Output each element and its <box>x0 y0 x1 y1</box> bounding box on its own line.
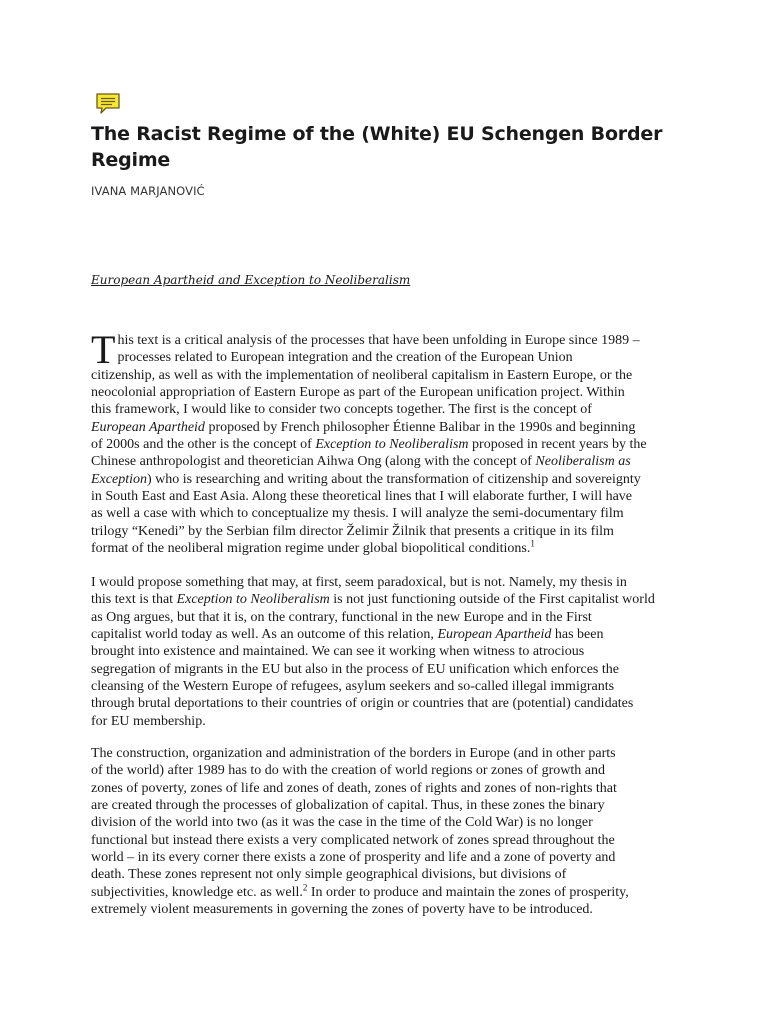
text-line <box>91 419 679 436</box>
text-line: division of the world into two (as it was the case in the time of the Cold War) is no longer <box>91 815 593 831</box>
text-span: capitalist world today as well. As an outcome of this relation, <box>91 627 438 643</box>
text-span: this text is that <box>91 592 177 608</box>
text-span: has been <box>551 627 604 643</box>
paragraph-2 <box>91 574 679 730</box>
text-line: functional but instead there exists a very complicated network of zones spread throughout the <box>91 832 615 848</box>
text-line <box>91 591 679 608</box>
footnote-ref-2[interactable]: 2 <box>302 882 308 893</box>
text-line: his text is a critical analysis of the processes that have been unfolding in Europe since 1989 – <box>117 333 640 348</box>
comment-icon[interactable] <box>95 92 121 116</box>
text-line: neocolonial appropriation of Eastern Europe as part of the European unification project. Within <box>91 385 625 401</box>
text-line <box>91 471 679 488</box>
text-line: as well a case with which to conceptualize my thesis. I will analyze the semi-documentary film <box>91 506 624 522</box>
italic-term: European Apartheid <box>437 627 552 643</box>
text-line <box>91 453 679 470</box>
text-line <box>91 626 679 643</box>
text-span: is not just functioning outside of the First capitalist world <box>329 592 655 608</box>
text-line: brought into existence and maintained. We can see it working when witness to atrocious <box>91 644 585 660</box>
text-line: segregation of migrants in the EU but also in the process of EU unification which enforces the <box>91 661 619 677</box>
text-line: are created through the processes of globalization of capital. Thus, in these zones the binary <box>91 798 605 814</box>
text-line <box>91 436 679 453</box>
text-span: proposed in recent years by the <box>468 437 647 453</box>
italic-term: Exception to Neoliberalism <box>176 592 330 608</box>
text-span: format of the neoliberal migration regime under global biopolitical conditions. <box>91 541 531 557</box>
text-line: in South East and East Asia. Along these theoretical lines that I will elaborate further, I will have <box>91 489 633 505</box>
italic-term: Exception to Neoliberalism <box>315 437 469 453</box>
text-line <box>91 540 679 557</box>
text-line: trilogy “Kenedi” by the Serbian film director Želimir Žilnik that presents a critique in its film <box>91 523 614 539</box>
footnote-ref-1[interactable]: 1 <box>530 538 535 549</box>
text-line: for EU membership. <box>91 713 206 729</box>
text-line <box>91 884 679 901</box>
text-line: this framework, I would like to consider two concepts together. The first is the concept of <box>91 402 592 418</box>
section-heading: European Apartheid and Exception to Neoliberalism <box>91 273 411 287</box>
text-line: I would propose something that may, at first, seem paradoxical, but is not. Namely, my thesis in <box>91 575 627 590</box>
text-line: as Ong argues, but that it is, on the contrary, functional in the new Europe and in the First <box>91 609 592 625</box>
text-span: In order to produce and maintain the zones of prosperity, <box>307 884 629 900</box>
italic-term: Exception <box>91 471 147 487</box>
text-line: zones of poverty, zones of life and zones of death, zones of rights and zones of non-rights that <box>91 780 617 796</box>
text-span: Chinese anthropologist and theoretician Aihwa Ong (along with the concept of <box>91 454 536 470</box>
paragraph-1 <box>91 327 679 557</box>
author-name: IVANA MARJANOVIĆ <box>91 184 205 198</box>
text-line: citizenship, as well as with the implementation of neoliberal capitalism in Eastern Europe, or the <box>91 367 633 383</box>
text-line: through brutal deportations to their countries of origin or countries that are (potential) candidates <box>91 696 634 712</box>
text-line: death. These zones represent not only simple geographical divisions, but divisions of <box>91 867 567 883</box>
text-line: extremely violent measurements in governing the zones of poverty have to be introduced. <box>91 902 593 918</box>
text-span: of 2000s and the other is the concept of <box>91 437 316 453</box>
drop-cap: T <box>91 327 116 372</box>
text-line: world – in its every corner there exists a zone of prosperity and life and a zone of poverty and <box>91 850 616 866</box>
text-line: processes related to European integration and the creation of the European Union <box>117 350 573 366</box>
text-line: of the world) after 1989 has to do with the creation of world regions or zones of growth and <box>91 763 605 779</box>
text-line: cleansing of the Western Europe of refugees, asylum seekers and so-called illegal immigrants <box>91 679 615 695</box>
text-span: proposed by French philosopher Étienne Balibar in the 1990s and beginning <box>204 419 636 435</box>
text-span: ) who is researching and writing about the transformation of citizenship and sovereignty <box>146 471 641 487</box>
text-span: subjectivities, knowledge etc. as well. <box>91 884 303 900</box>
document-title: The Racist Regime of the (White) EU Schengen Border Regime <box>91 123 663 171</box>
text-line: The construction, organization and administration of the borders in Europe (and in other parts <box>91 746 616 761</box>
italic-term: Neoliberalism as <box>535 454 631 470</box>
paragraph-3 <box>91 745 679 918</box>
italic-term: European Apartheid <box>91 419 205 435</box>
